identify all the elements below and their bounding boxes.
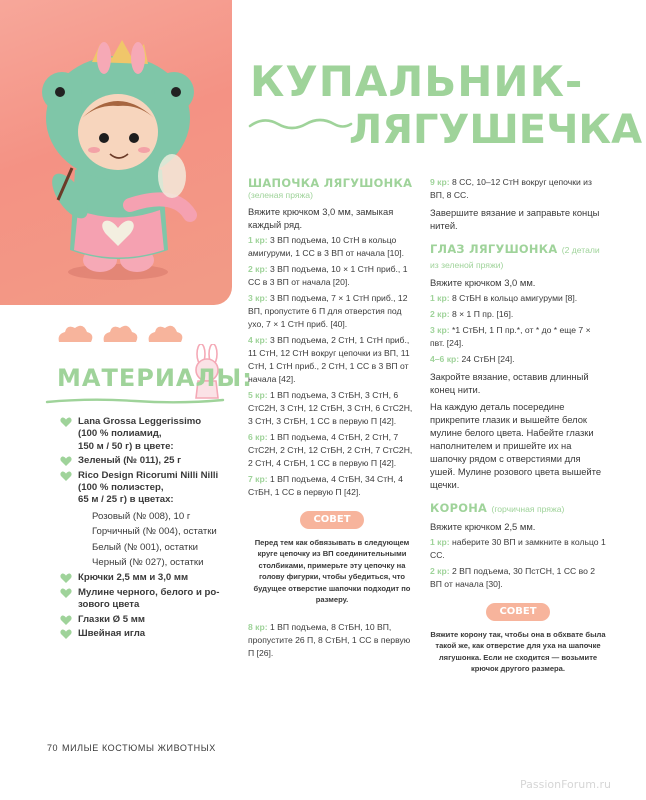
row-label: 3 кр: (248, 293, 268, 303)
eye-p1: Закройте вязание, оставив длинный конец нити. (430, 371, 589, 395)
row-text: 1 ВП подъема, 4 СтБН, 2 СтН, 7 СтС2Н, 2 СтН, 12 СтБН, 2 СтН, 7 СтС2Н, 2 СтН, 4 СтБН, 1 СС в первую П [42]. (248, 432, 413, 468)
frog-toy-illustration (0, 0, 232, 305)
heart-bullet-icon (60, 588, 72, 599)
eye-row (430, 308, 606, 321)
row-label: 6 кр: (248, 432, 268, 442)
row-label: 1 кр: (430, 293, 450, 303)
hood-row (248, 292, 416, 331)
row-label: 9 кр: (430, 177, 450, 187)
hood-row-9 (430, 176, 606, 202)
material-detail: (100 % полиэстер, (78, 482, 164, 494)
row-text: 1 ВП подъема, 3 СтБН, 3 СтН, 6 СтС2Н, 3 СтН, 12 СтБН, 3 СтН, 6 СтС2Н, 3 СтН, 3 СтБН, 1 СС в первую П [42]. (248, 390, 413, 426)
hood-row (248, 234, 416, 260)
material-name: Швейная игла (78, 628, 146, 640)
footer-title: МИЛЫЕ КОСТЮМЫ ЖИВОТНЫХ (62, 743, 216, 753)
material-detail: 65 м / 25 г) в цветах: (78, 494, 174, 506)
material-name: Lana Grossa Leggerissimo (78, 416, 202, 427)
material-item (60, 572, 240, 584)
material-item (60, 470, 240, 570)
swirl-decoration (248, 112, 353, 134)
row-label: 2 кр: (430, 309, 450, 319)
eye-title (430, 242, 606, 272)
row-label: 3 кр: (430, 325, 450, 335)
hood-row (248, 389, 416, 428)
materials-heading: МАТЕРИАЛЫ: (57, 364, 253, 392)
tip-badge: СОВЕТ (486, 603, 550, 621)
hood-row (248, 334, 416, 386)
row-label: 7 кр: (248, 474, 268, 484)
material-item (60, 628, 240, 640)
material-detail: (100 % полиамид, (78, 428, 162, 440)
row-text: 1 ВП подъема, 8 СтБН, 10 ВП, пропустите 26 П, 8 СтБН, 1 СС в первую П [26]. (248, 622, 411, 659)
row-text: наберите 30 ВП и замкните в кольцо 1 СС. (430, 537, 606, 560)
material-item (60, 416, 240, 453)
crown-rows (430, 536, 606, 591)
material-detail: 150 м / 50 г) в цвете: (78, 440, 174, 452)
eye-row (430, 292, 606, 305)
hood-rows (248, 234, 416, 499)
row-label: 2 кр: (430, 566, 450, 576)
material-colors (78, 511, 240, 570)
eye-title-text: ГЛАЗ ЛЯГУШОНКА (430, 242, 558, 256)
row-text: 8 СС, 10–12 СтН вокруг цепочки из ВП, 8 СС. (430, 177, 592, 200)
material-name: Rico Design Ricorumi Nilli Nilli (78, 469, 219, 481)
row-label: 2 кр: (248, 264, 268, 274)
material-detail: зового цвета (78, 599, 140, 611)
eye-row (430, 353, 606, 366)
row-text: *1 СтБН, 1 П пр.*, от * до * еще 7 × пвт. [24]. (430, 325, 591, 348)
row-text: 1 ВП подъема, 4 СтБН, 34 СтН, 4 СтБН, 1 СС в первую П [42]. (248, 474, 403, 497)
page-title-line2: ЛЯГУШЕЧКА (349, 107, 643, 153)
eye-row (430, 324, 606, 350)
hood-section (248, 176, 416, 660)
page-number: 70 (47, 743, 59, 753)
materials-list (60, 416, 240, 643)
row-label: 5 кр: (248, 390, 268, 400)
product-photo (0, 0, 232, 305)
row-label: 8 кр: (248, 622, 268, 633)
heart-bullet-icon (60, 456, 72, 467)
crown-title (430, 501, 606, 516)
material-color: Горчичный (№ 004), остатки (92, 526, 217, 538)
hood-intro: Вяжите крючком 3,0 мм, замыкая каждый ряд. (248, 206, 394, 230)
tip-text: Перед тем как обвязывать в следующем круге цепочку из ВП соединительными столбиками, примерьте эту цепочку на голову фигурки, чтобы убедиться, что будущее отверстие шапочки подходит по размеру. (253, 538, 411, 605)
material-color: Розовый (№ 008), 10 г (92, 510, 191, 522)
eye-subtitle: (2 детали из зеленой пряжи) (430, 245, 600, 270)
watermark: PassionForum.ru (520, 778, 611, 791)
page-title-line1: КУПАЛЬНИК- (250, 57, 584, 106)
crown-subtitle: (горчичная пряжа) (491, 504, 565, 514)
row-text: 3 ВП подъема, 7 × 1 СтН приб., 12 ВП, пропустите 6 П для отверстия под ухо, 7 × 1 СтН приб. [40]. (248, 293, 408, 329)
row-text: 3 ВП подъема, 2 СтН, 1 СтН приб., 11 СтН, 12 СтН вокруг цепочки из ВП, 11 СтН, 1 СтН приб., 2 СтН, 1 СС в 3 ВП от начала [42]. (248, 335, 410, 384)
material-item (60, 587, 240, 612)
hood-row (248, 431, 416, 470)
right-column (430, 176, 606, 675)
material-name: Зеленый (№ 011), 25 г (78, 455, 182, 467)
row-text: 2 ВП подъема, 30 ПстСН, 1 СС во 2 ВП от начала [30]. (430, 566, 596, 589)
hood-row-8 (248, 621, 416, 660)
hood-row (248, 263, 416, 289)
heart-bullet-icon (60, 615, 72, 626)
tip-badge: СОВЕТ (300, 511, 364, 529)
clouds-decoration (55, 322, 200, 344)
row-label: 1 кр: (248, 235, 268, 245)
crown-title-text: КОРОНА (430, 501, 488, 515)
underline-decoration (45, 396, 225, 406)
material-name: Глазки Ø 5 мм (78, 613, 145, 625)
row-text: 8 СтБН в кольцо амигуруми [8]. (451, 293, 578, 303)
row-text: 8 × 1 П пр. [16]. (451, 309, 514, 319)
eye-rows (430, 292, 606, 366)
material-name: Мулине черного, белого и ро- (78, 586, 220, 598)
row-label: 1 кр: (430, 537, 450, 547)
material-name: Крючки 2,5 мм и 3,0 мм (78, 572, 189, 584)
heart-bullet-icon (60, 471, 72, 482)
crown-row (430, 536, 606, 562)
hood-finish: Завершите вязание и заправьте концы нитей. (430, 207, 600, 231)
row-text: 3 ВП подъема, 10 СтН в кольцо амигуруми, 1 СС в 3 ВП от начала [10]. (248, 235, 404, 258)
row-label: 4 кр: (248, 335, 268, 345)
row-text: 24 СтБН [24]. (461, 354, 515, 364)
eye-p2: На каждую деталь посередине прикрепите глазик и вышейте белок мулине белого цвета. Набейте глазки наполнителем и пришейте их на шапочку рядом с отверстиями для ушей. Мулине розового цвета вышейте щечки. (430, 401, 602, 490)
material-item (60, 455, 240, 467)
row-label: 4–6 кр: (430, 354, 460, 364)
hood-row (248, 473, 416, 499)
hood-title: ШАПОЧКА ЛЯГУШОНКА (248, 176, 413, 190)
material-color: Черный (№ 027), остатки (92, 557, 204, 569)
hood-subtitle: (зеленая пряжа) (248, 190, 313, 200)
row-text: 3 ВП подъема, 10 × 1 СтН приб., 1 СС в 3 ВП от начала [20]. (248, 264, 408, 287)
heart-bullet-icon (60, 629, 72, 640)
material-item (60, 614, 240, 626)
crown-row (430, 565, 606, 591)
heart-bullet-icon (60, 417, 72, 428)
crown-intro: Вяжите крючком 2,5 мм. (430, 521, 536, 532)
eye-intro: Вяжите крючком 3,0 мм. (430, 277, 536, 288)
material-color: Белый (№ 001), остатки (92, 541, 199, 553)
tip-text: Вяжите корону так, чтобы она в обхвате была такой же, как отверстие для уха на шапочке лягушонка. Если не сходится — возьмите крючок другого размера. (430, 630, 606, 674)
heart-bullet-icon (60, 573, 72, 584)
